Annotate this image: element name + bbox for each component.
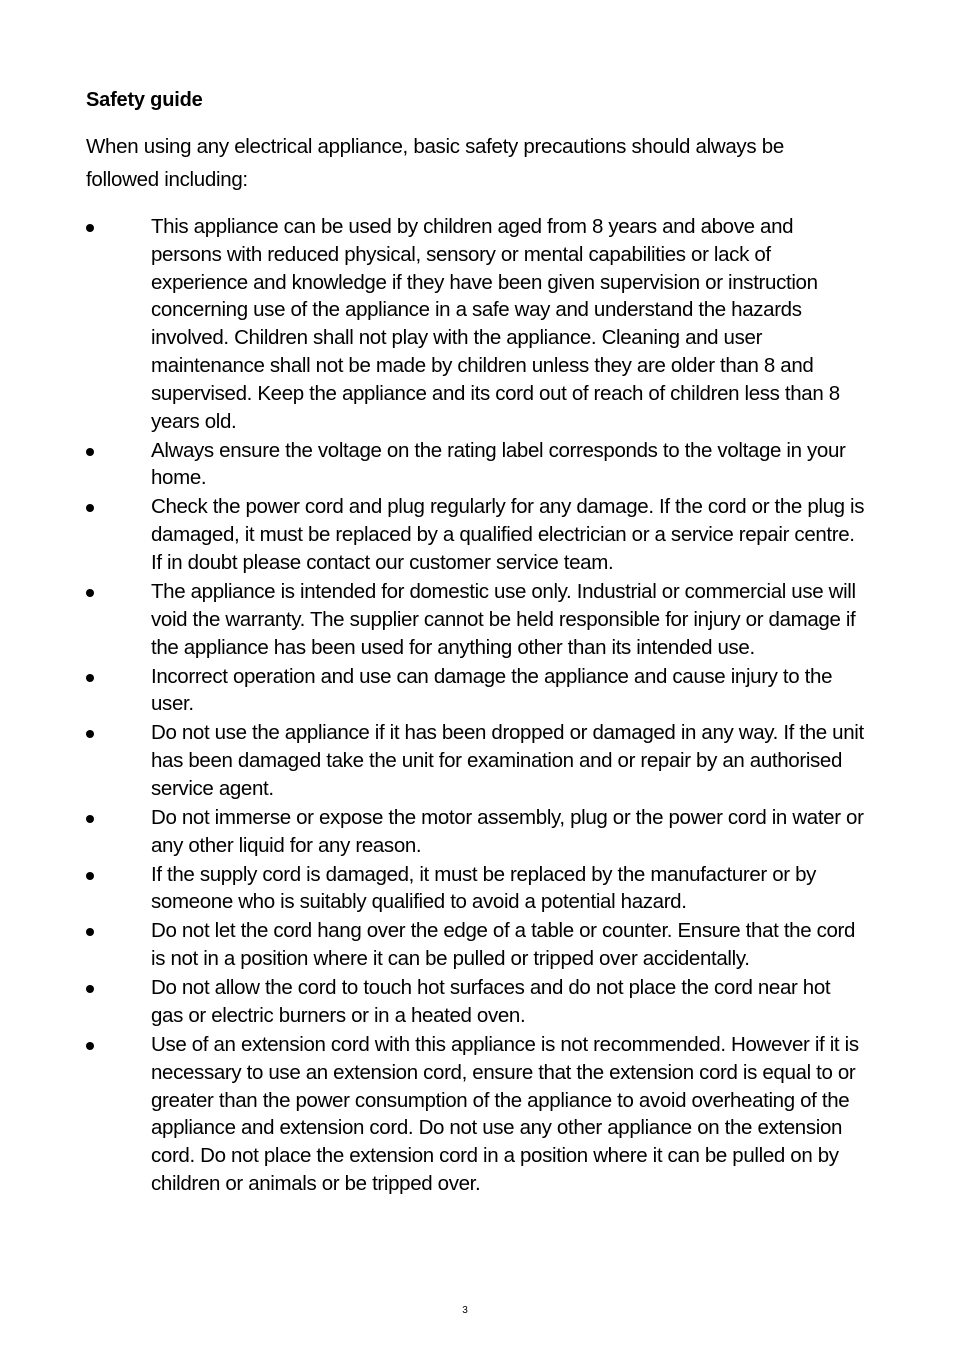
bullet-icon: [86, 674, 94, 682]
bullet-icon: [86, 224, 94, 232]
bullet-text: Do not allow the cord to touch hot surfaces and do not place the cord near hot gas or electric burners or in a heated oven.: [151, 976, 831, 1027]
intro-paragraph: When using any electrical appliance, basic safety precautions should always be followed including:: [86, 135, 784, 191]
bullet-item: [86, 1031, 866, 1198]
bullet-item: [86, 719, 866, 802]
bullet-item: [86, 861, 866, 917]
bullet-item: [86, 804, 866, 860]
bullet-text: Do not use the appliance if it has been dropped or damaged in any way. If the unit has been damaged take the unit for examination and or repair by an authorised service agent.: [151, 721, 864, 800]
bullet-text: This appliance can be used by children aged from 8 years and above and persons with reduced physical, sensory or mental capabilities or lack of experience and knowledge if they have been given supervision or instruction concerning use of the appliance in a safe way and understand the hazards involved. Children shall not play with the appliance. Cleaning and user maintenance shall not be made by children unless they are older than 8 and supervised. Keep the appliance and its cord out of reach of children less than 8 years old.: [151, 215, 840, 433]
bullet-text: Always ensure the voltage on the rating label corresponds to the voltage in your home.: [151, 438, 846, 490]
bullet-icon: [86, 448, 94, 456]
page-number: 3: [462, 1305, 468, 1316]
bullet-icon: [86, 928, 94, 936]
bullet-icon: [86, 985, 94, 993]
bullet-text: The appliance is intended for domestic use only. Industrial or commercial use will void the warranty. The supplier cannot be held responsible for injury or damage if the appliance has been used for anything other than its intended use.: [151, 579, 856, 659]
bullet-icon: [86, 872, 94, 880]
bullet-item: [86, 493, 866, 576]
bullet-text: Do not let the cord hang over the edge of a table or counter. Ensure that the cord is not in a position where it can be pulled or tripped over accidentally.: [151, 919, 856, 971]
bullet-icon: [86, 730, 94, 738]
bullet-text: Check the power cord and plug regularly for any damage. If the cord or the plug is damaged, it must be replaced by a qualified electrician or a service repair centre. If in doubt please contact our customer service team.: [151, 495, 865, 574]
safety-bullet-list: [86, 213, 866, 1199]
bullet-item: [86, 578, 866, 661]
bullet-icon: [86, 815, 94, 823]
bullet-item: [86, 213, 866, 435]
bullet-icon: [86, 589, 94, 597]
bullet-item: [86, 974, 866, 1030]
bullet-item: [86, 663, 866, 719]
bullet-text: Incorrect operation and use can damage the appliance and cause injury to the user.: [151, 664, 833, 716]
bullet-item: [86, 437, 866, 493]
bullet-text: If the supply cord is damaged, it must be replaced by the manufacturer or by someone who is suitably qualified to avoid a potential hazard.: [151, 862, 817, 914]
bullet-text: Use of an extension cord with this appliance is not recommended. However if it is necessary to use an extension cord, ensure that the extension cord is equal to or greater than the power consumption of the appliance to avoid overheating of the appliance and extension cord. Do not use any other appliance on the extension cord. Do not place the extension cord in a position where it can be pulled on by children or animals or be tripped over.: [151, 1032, 859, 1195]
bullet-icon: [86, 1042, 94, 1050]
page-title: Safety guide: [86, 89, 203, 111]
bullet-text: Do not immerse or expose the motor assembly, plug or the power cord in water or any other liquid for any reason.: [151, 805, 864, 857]
bullet-item: [86, 917, 866, 973]
bullet-icon: [86, 504, 94, 512]
